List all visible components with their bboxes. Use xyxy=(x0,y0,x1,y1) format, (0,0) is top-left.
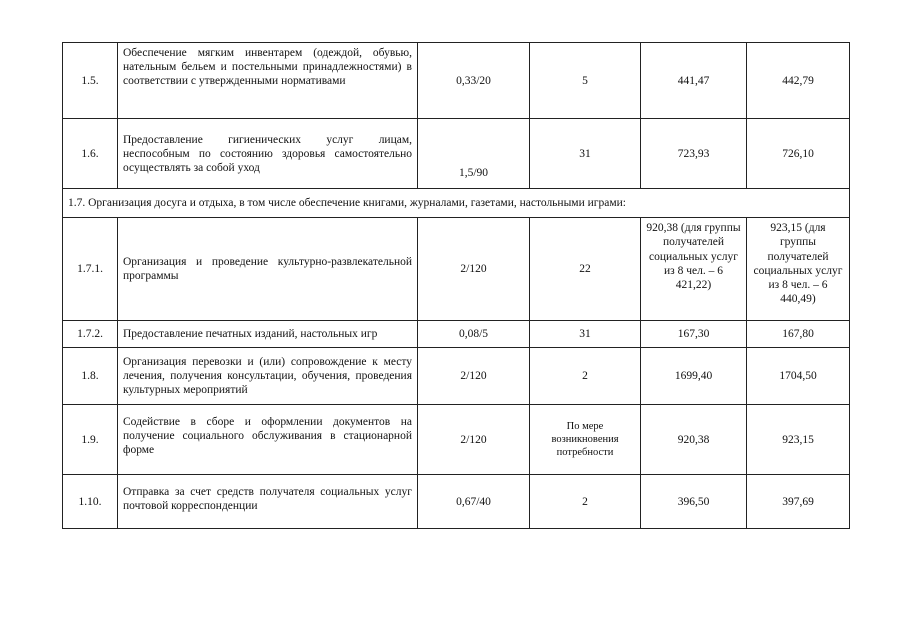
row-number: 1.7.2. xyxy=(63,321,118,348)
service-description: Отправка за счет средств получателя социальных услуг почтовой корреспонденции xyxy=(118,475,418,529)
table-row xyxy=(63,43,850,119)
tariff-table xyxy=(62,42,850,529)
time-norm: 1,5/90 xyxy=(418,119,530,189)
service-description: Предоставление печатных изданий, настольных игр xyxy=(118,321,418,348)
table-row xyxy=(63,405,850,475)
row-number: 1.5. xyxy=(63,43,118,119)
tariff-price-2: 167,80 xyxy=(747,321,850,348)
table-row xyxy=(63,218,850,321)
table-row xyxy=(63,189,850,218)
tariff-price-1: 1699,40 xyxy=(641,348,747,405)
table-row xyxy=(63,321,850,348)
row-number: 1.10. xyxy=(63,475,118,529)
tariff-price-2: 726,10 xyxy=(747,119,850,189)
table-row xyxy=(63,119,850,189)
tariff-price-2: 442,79 xyxy=(747,43,850,119)
tariff-price-2: 923,15 (для группы получателей социальных услуг из 8 чел. – 6 440,49) xyxy=(747,218,850,321)
time-norm: 0,67/40 xyxy=(418,475,530,529)
service-description: Организация и проведение культурно-развлекательной программы xyxy=(118,218,418,321)
row-number: 1.8. xyxy=(63,348,118,405)
tariff-price-1: 396,50 xyxy=(641,475,747,529)
tariff-price-2: 1704,50 xyxy=(747,348,850,405)
service-count: По мере возникновения потребности xyxy=(530,405,641,475)
time-norm: 2/120 xyxy=(418,348,530,405)
service-count: 5 xyxy=(530,43,641,119)
service-description: Содействие в сборе и оформлении документов на получение социального обслуживания в стационарной форме xyxy=(118,405,418,475)
row-number: 1.9. xyxy=(63,405,118,475)
row-number: 1.6. xyxy=(63,119,118,189)
service-count: 2 xyxy=(530,475,641,529)
service-count: 2 xyxy=(530,348,641,405)
time-norm: 0,33/20 xyxy=(418,43,530,119)
service-description: Обеспечение мягким инвентарем (одеждой, обувью, нательным бельем и постельными принадлежностями) в соответствии с утвержденными нормативами xyxy=(118,43,418,119)
table-row xyxy=(63,475,850,529)
section-heading: 1.7. Организация досуга и отдыха, в том числе обеспечение книгами, журналами, газетами, настольными играми: xyxy=(63,189,850,218)
time-norm: 2/120 xyxy=(418,218,530,321)
time-norm: 2/120 xyxy=(418,405,530,475)
table-row xyxy=(63,348,850,405)
service-description: Предоставление гигиенических услуг лицам, неспособным по состоянию здоровья самостоятельно осуществлять за собой уход xyxy=(118,119,418,189)
service-count: 31 xyxy=(530,321,641,348)
service-description: Организация перевозки и (или) сопровождение к месту лечения, получения консультации, обучения, проведения культурных мероприятий xyxy=(118,348,418,405)
tariff-price-2: 923,15 xyxy=(747,405,850,475)
tariff-price-1: 920,38 xyxy=(641,405,747,475)
tariff-price-2: 397,69 xyxy=(747,475,850,529)
tariff-price-1: 167,30 xyxy=(641,321,747,348)
tariff-price-1: 920,38 (для группы получателей социальных услуг из 8 чел. – 6 421,22) xyxy=(641,218,747,321)
row-number: 1.7.1. xyxy=(63,218,118,321)
tariff-price-1: 723,93 xyxy=(641,119,747,189)
time-norm: 0,08/5 xyxy=(418,321,530,348)
tariff-price-1: 441,47 xyxy=(641,43,747,119)
service-count: 22 xyxy=(530,218,641,321)
service-count: 31 xyxy=(530,119,641,189)
